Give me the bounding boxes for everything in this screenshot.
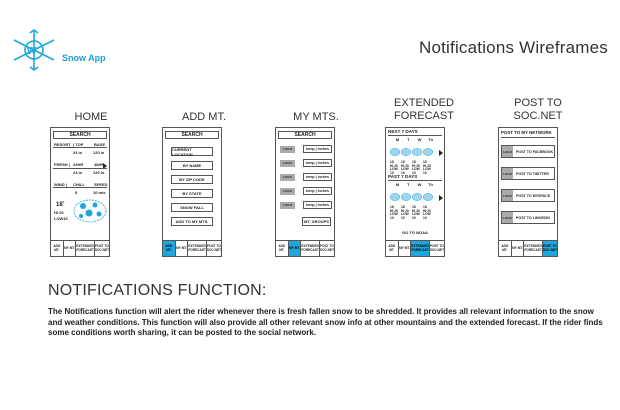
temp-value: 18 xyxy=(412,160,416,164)
tab-my-mt[interactable] xyxy=(289,241,302,256)
by-state-button[interactable]: BY STATE xyxy=(171,189,213,198)
go-to-noaa-link[interactable]: GO TO NOAA xyxy=(402,230,428,235)
function-title: NOTIFICATIONS FUNCTION: xyxy=(48,282,267,299)
section-label-my-mts: MY MTS. xyxy=(293,111,339,123)
tab-bar xyxy=(386,240,444,256)
snowflake-logo-icon xyxy=(8,26,60,74)
forecast-day[interactable] xyxy=(423,188,434,220)
tab-label: MY MT. xyxy=(289,245,300,250)
low-label: LOW xyxy=(401,212,409,217)
tab-label: EXTENDED FORECAST xyxy=(411,243,429,252)
tab-label: POST TO SOC.NET xyxy=(206,243,222,252)
tab-post-soc-net[interactable] xyxy=(207,241,221,256)
forecast-day[interactable] xyxy=(412,143,423,175)
24hr-label: 24HR xyxy=(73,162,84,167)
temp-value: 18 xyxy=(401,205,405,209)
tab-my-mt[interactable] xyxy=(176,241,189,256)
forecast-day[interactable] xyxy=(401,143,412,175)
low-label: LOW xyxy=(390,212,398,217)
speed-label: SPEED xyxy=(94,182,108,187)
day-label: W xyxy=(417,182,422,187)
low-value: 10 xyxy=(390,170,394,175)
home-search-bar[interactable]: SEARCH xyxy=(53,131,107,139)
snowflakes-icon xyxy=(73,198,107,224)
tab-label: POST TO SOC.NET xyxy=(542,243,558,252)
forecast-wireframe xyxy=(385,127,445,257)
tab-label: ADD MT. xyxy=(278,243,286,252)
by-name-button[interactable]: BY NAME xyxy=(171,161,213,170)
tab-my-mt[interactable] xyxy=(64,241,77,256)
forecast-day[interactable] xyxy=(390,143,401,175)
top-label: | TOP xyxy=(73,142,84,147)
section-label-add-mt: ADD MT. xyxy=(182,111,226,123)
chevron-right-icon[interactable] xyxy=(439,150,443,156)
tab-label: MY MT. xyxy=(176,245,187,250)
low-value: 10 xyxy=(401,170,405,175)
temp-value: 18 xyxy=(390,160,394,164)
network-logo: LOGO xyxy=(502,212,513,223)
snow-cloud-icon xyxy=(412,193,422,201)
divider xyxy=(501,137,555,138)
post-wireframe xyxy=(498,127,558,257)
low-value: 10 xyxy=(401,215,405,220)
mt-groups-button[interactable]: MT. GROUPS xyxy=(302,217,331,226)
chill-label: CHILL xyxy=(73,182,85,187)
snow-cloud-icon xyxy=(412,148,422,156)
post-label: POST TO LINKEDIN xyxy=(516,215,550,220)
tab-label: ADD MT. xyxy=(388,243,396,252)
temp-value: 18 xyxy=(401,160,405,164)
low-value: 10 xyxy=(423,215,427,220)
fresh-label: FRESH | xyxy=(54,162,70,167)
tab-label: ADD MT. xyxy=(53,243,61,252)
chevron-right-icon[interactable] xyxy=(439,195,443,201)
temp-value: 18 xyxy=(423,160,427,164)
day-label: W xyxy=(417,137,422,142)
network-logo: LOGO xyxy=(502,190,513,201)
tab-post-soc-net[interactable] xyxy=(430,241,444,256)
app-name: Snow App xyxy=(62,53,106,63)
mountain-conditions: temp | inches xyxy=(303,173,332,181)
section-label-home: HOME xyxy=(74,111,108,123)
hi-value: HI 20 xyxy=(401,208,409,213)
day-label: T xyxy=(407,182,410,187)
tab-add-mt[interactable] xyxy=(386,241,399,256)
mountain-conditions: temp | inches xyxy=(303,201,332,209)
my-mts-search-bar[interactable]: SEARCH xyxy=(278,131,332,139)
low-value: 10 xyxy=(412,170,416,175)
temperature-value: 18˚ xyxy=(56,202,65,208)
low-label: LOW xyxy=(423,212,431,217)
48hr-label: 48HR xyxy=(94,162,105,167)
low-label: LOW xyxy=(412,167,420,172)
tab-extended-forecast[interactable] xyxy=(524,241,543,256)
tab-label: ADD MT. xyxy=(501,243,509,252)
mountain-row[interactable] xyxy=(278,200,332,210)
tab-my-mt[interactable] xyxy=(512,241,525,256)
tab-label: POST TO SOC.NET xyxy=(429,243,445,252)
wind-label: WIND | xyxy=(54,182,67,187)
mountain-row[interactable] xyxy=(278,144,332,154)
snow-fall-button[interactable]: SNOW FALL xyxy=(171,203,213,212)
speed-value: 10 mls xyxy=(93,190,106,195)
day-headers xyxy=(392,182,436,187)
mountain-logo: LOGO xyxy=(280,160,295,167)
snow-cloud-icon xyxy=(390,193,400,201)
low-value: 10 xyxy=(390,215,394,220)
tab-label: EXTENDED FORECAST xyxy=(301,243,319,252)
tab-add-mt[interactable] xyxy=(51,241,64,256)
hi-value: HI 20 xyxy=(390,163,398,168)
low-label: LOW xyxy=(412,212,420,217)
day-label: M xyxy=(395,137,400,142)
mountain-row[interactable] xyxy=(278,172,332,182)
divider xyxy=(388,135,442,136)
mountain-logo: LOGO xyxy=(280,146,295,153)
post-myspace-button[interactable] xyxy=(501,189,555,202)
hi-value: HI 20 xyxy=(423,163,431,168)
forecast-day[interactable] xyxy=(390,188,401,220)
tab-post-soc-net[interactable] xyxy=(320,241,334,256)
day-label: Th xyxy=(428,182,433,187)
tab-label: EXTENDED FORECAST xyxy=(76,243,94,252)
snow-cloud-icon xyxy=(401,193,411,201)
snow-cloud-icon xyxy=(390,148,400,156)
tab-bar xyxy=(276,240,334,256)
page-title: Notifications Wireframes xyxy=(418,38,608,57)
tab-add-mt[interactable] xyxy=(163,241,176,256)
top-value: 24 in xyxy=(73,150,83,155)
tab-bar xyxy=(163,240,221,256)
post-facebook-button[interactable] xyxy=(501,145,555,158)
temp-value: 18 xyxy=(412,205,416,209)
hi-value: HI 20 xyxy=(401,163,409,168)
mountain-conditions: temp | inches xyxy=(303,187,332,195)
hi-temp: HI 20 xyxy=(54,210,64,215)
low-value: 10 xyxy=(412,215,416,220)
tab-label: MY MT. xyxy=(64,245,75,250)
section-label-forecast: EXTENDED FORECAST xyxy=(394,97,454,122)
divider xyxy=(53,147,107,148)
snow-cloud-icon xyxy=(423,193,433,201)
24hr-value: 24 in xyxy=(73,170,83,175)
post-label: POST TO TWITTER xyxy=(516,171,549,176)
post-label: POST TO MYSPACE xyxy=(516,193,551,198)
tab-bar xyxy=(51,240,109,256)
current-location-button[interactable]: CURRENT LOCATION xyxy=(171,147,213,156)
mountain-logo: LOGO xyxy=(280,188,295,195)
tab-add-mt[interactable] xyxy=(276,241,289,256)
mountain-logo: LOGO xyxy=(280,202,295,209)
day-label: Th xyxy=(428,137,433,142)
forecast-day[interactable] xyxy=(401,188,412,220)
hi-value: HI 20 xyxy=(412,208,420,213)
next-7-days-label: NEXT 7 DAYS xyxy=(388,129,418,134)
mountain-row[interactable] xyxy=(278,186,332,196)
home-wireframe xyxy=(50,127,110,257)
tab-extended-forecast[interactable] xyxy=(188,241,207,256)
resort-label: RESORT xyxy=(54,142,71,147)
divider xyxy=(388,180,442,181)
network-logo: LOGO xyxy=(502,168,513,179)
divider xyxy=(53,187,107,188)
post-header: POST TO MY NETWORK xyxy=(501,130,552,135)
past-7-days-label: PAST 7 DAYS xyxy=(388,174,418,179)
tab-extended-forecast[interactable] xyxy=(301,241,320,256)
snow-cloud-icon xyxy=(423,148,433,156)
tab-label: POST TO SOC.NET xyxy=(94,243,110,252)
post-linkedin-button[interactable] xyxy=(501,211,555,224)
network-logo: LOGO xyxy=(502,146,513,157)
forecast-day[interactable] xyxy=(423,143,434,175)
post-twitter-button[interactable] xyxy=(501,167,555,180)
low-value: 10 xyxy=(423,170,427,175)
tab-extended-forecast[interactable] xyxy=(76,241,95,256)
tab-post-soc-net[interactable] xyxy=(95,241,109,256)
low-temp: LOW10 xyxy=(54,216,68,221)
forecast-day[interactable] xyxy=(412,188,423,220)
hi-value: HI 20 xyxy=(412,163,420,168)
tab-label: ADD MT. xyxy=(165,243,173,252)
svg-text:W: W xyxy=(27,46,37,57)
hi-value: HI 20 xyxy=(423,208,431,213)
low-label: LOW xyxy=(423,167,431,172)
temp-value: 18 xyxy=(423,205,427,209)
low-label: LOW xyxy=(390,167,398,172)
post-label: POST TO FACEBOOK xyxy=(516,149,554,154)
tab-add-mt[interactable] xyxy=(499,241,512,256)
low-label: LOW xyxy=(401,167,409,172)
day-label: T xyxy=(407,137,410,142)
by-zip-code-button[interactable]: BY ZIP CODE xyxy=(171,175,213,184)
add-to-my-mts-button[interactable]: ADD TO MY MTS. xyxy=(171,217,213,226)
snow-cloud-icon xyxy=(401,148,411,156)
mountain-conditions: temp | inches xyxy=(303,159,332,167)
day-headers xyxy=(392,137,436,142)
48hr-value: 120 in xyxy=(93,170,105,175)
tab-label: MY MT. xyxy=(399,245,410,250)
mountain-conditions: temp | inches xyxy=(303,145,332,153)
temp-value: 18 xyxy=(390,205,394,209)
chill-value: 5 xyxy=(75,190,78,195)
my-mts-wireframe xyxy=(275,127,335,257)
mountain-row[interactable] xyxy=(278,158,332,168)
tab-label: POST TO SOC.NET xyxy=(319,243,335,252)
add-mt-search-bar[interactable]: SEARCH xyxy=(165,131,219,139)
base-label: BASE xyxy=(94,142,106,147)
tab-label: EXTENDED FORECAST xyxy=(188,243,206,252)
next-forecast-row xyxy=(390,143,434,175)
tab-my-mt[interactable] xyxy=(399,241,412,256)
function-description: The Notifications function will alert the rider whenever there is fresh fallen snow to be shredded. It provides all relevant information to the snow and weather conditions. This function will also provide all other relevant snow info at other mountains and the extended forecast. If the rider finds some conditions worth sharing, it can be posted to the social network. xyxy=(48,307,603,338)
mountain-logo: LOGO xyxy=(280,174,295,181)
base-value: 120 in xyxy=(93,150,105,155)
section-label-post: POST TO SOC.NET xyxy=(513,97,563,122)
tab-extended-forecast[interactable] xyxy=(411,241,430,256)
past-forecast-row xyxy=(390,188,434,220)
hi-value: HI 20 xyxy=(390,208,398,213)
add-mt-wireframe xyxy=(162,127,222,257)
tab-post-soc-net[interactable] xyxy=(543,241,557,256)
divider xyxy=(53,168,107,169)
tab-label: MY MT. xyxy=(512,245,523,250)
tab-bar xyxy=(499,240,557,256)
tab-label: EXTENDED FORECAST xyxy=(524,243,542,252)
day-label: M xyxy=(395,182,400,187)
